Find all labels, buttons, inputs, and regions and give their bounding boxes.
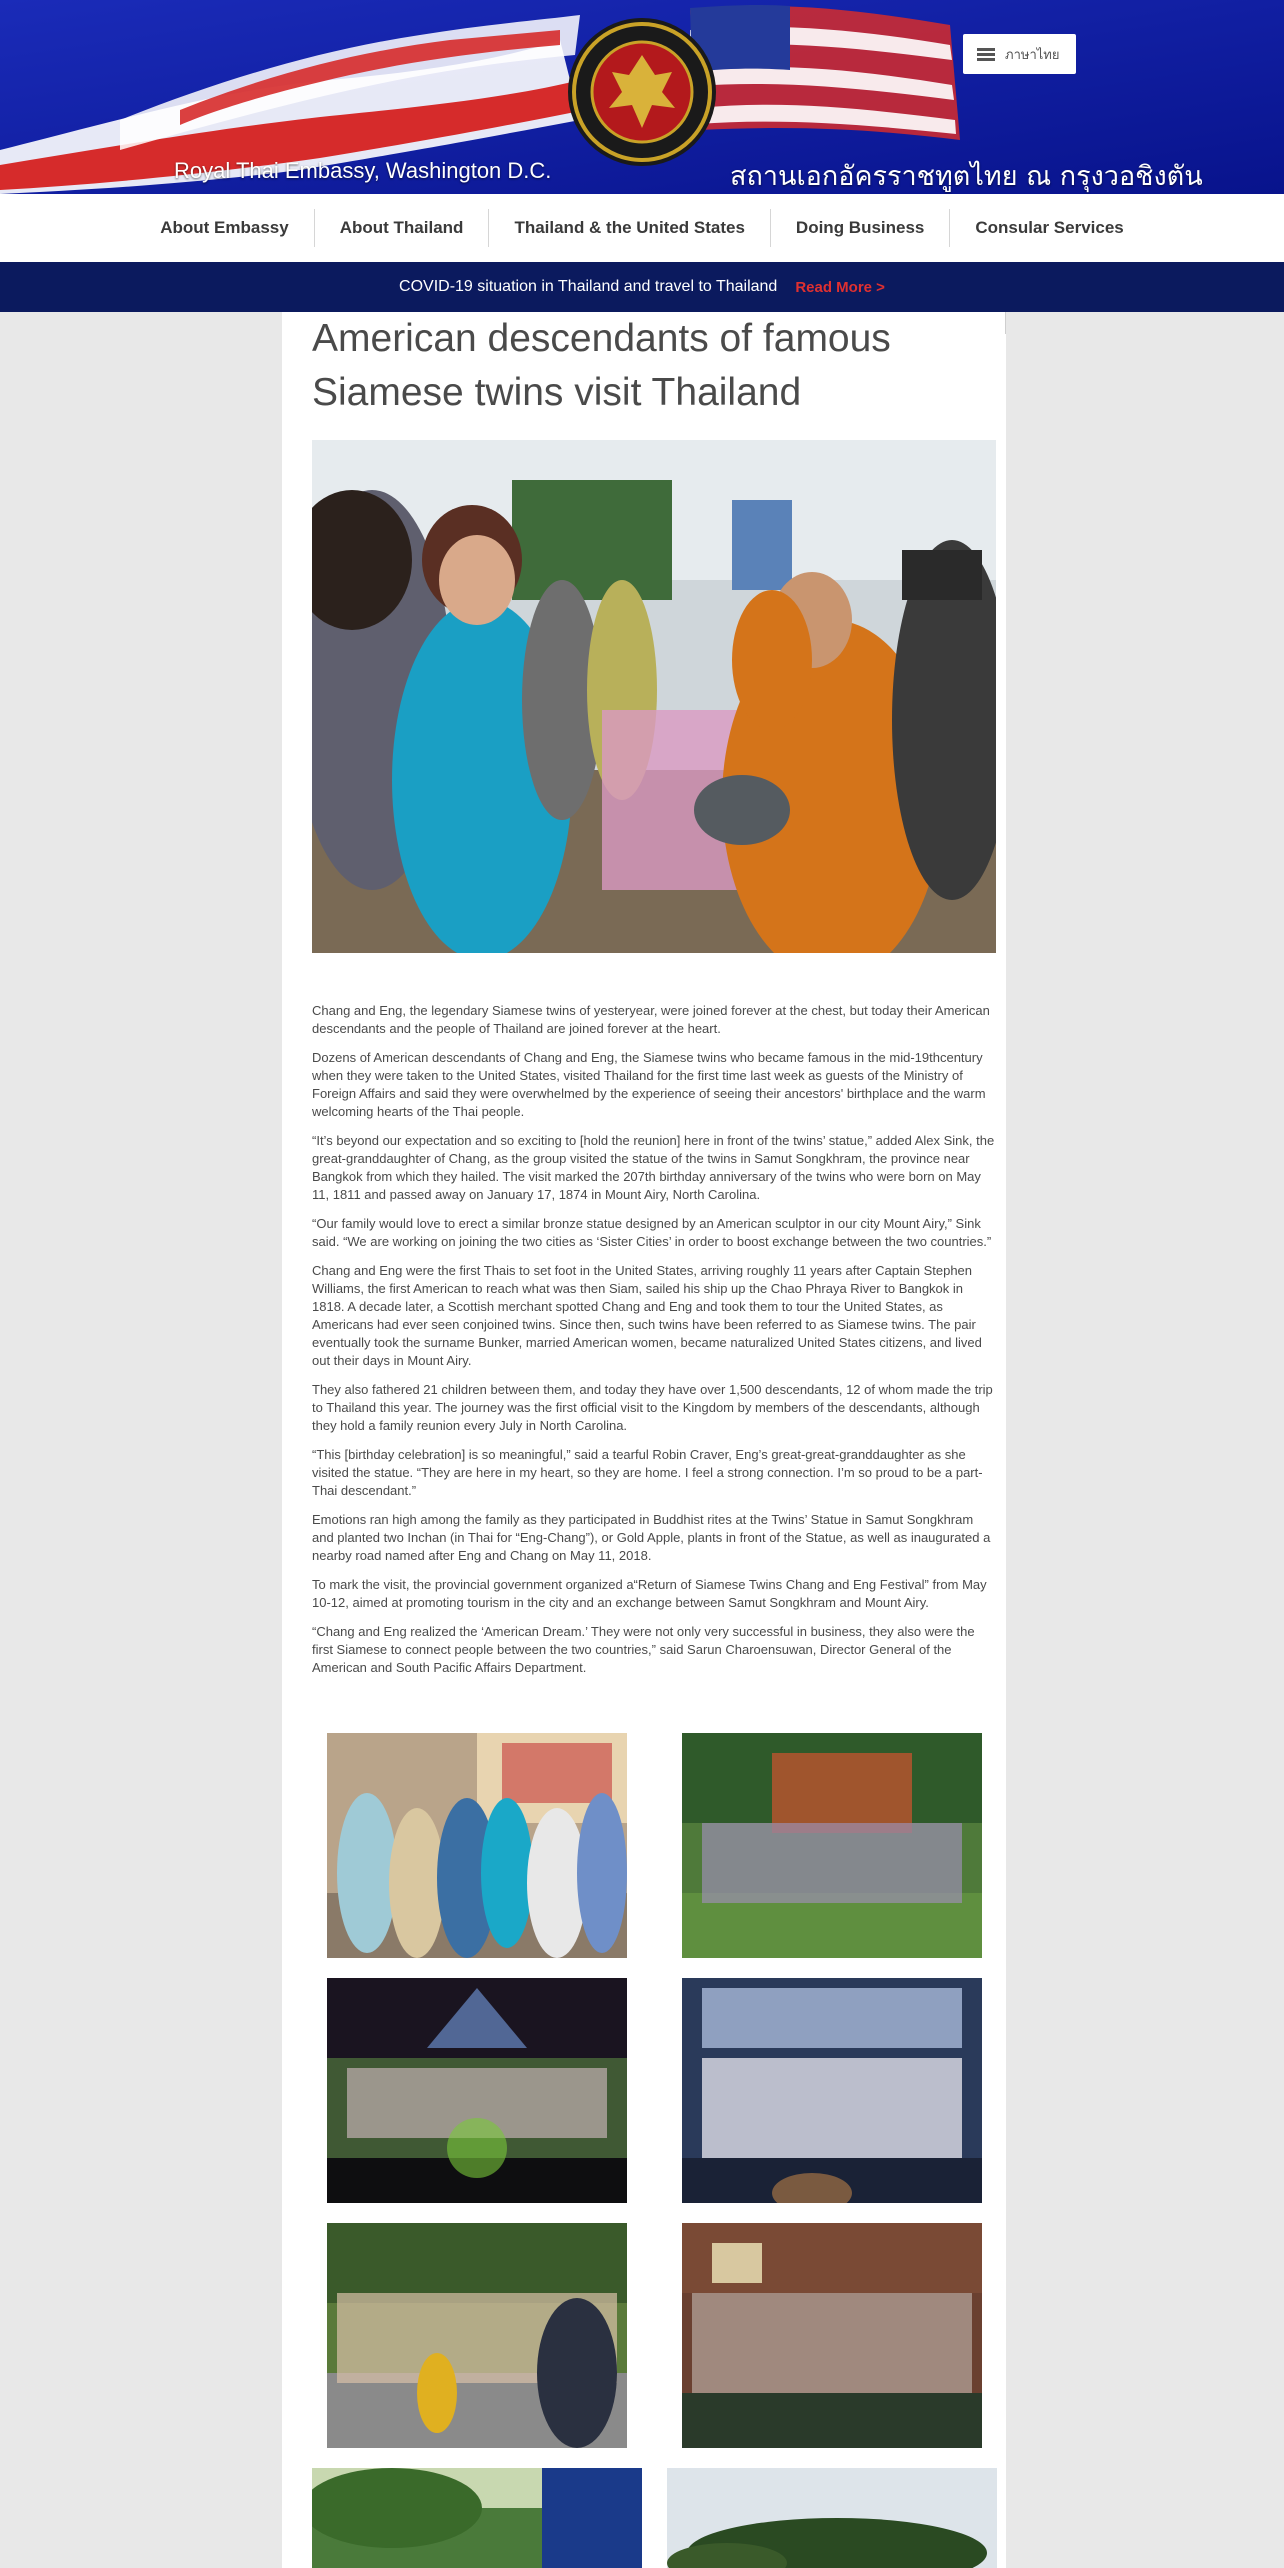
article-paragraph: To mark the visit, the provincial government organized a“Return of Siamese Twins Chang and Eng Festival” from May 10-12, aimed at promoting tourism in the city and an exchange between Samut Songkhram and Mount Airy. xyxy=(312,1577,987,1610)
gallery-photo-8[interactable] xyxy=(667,2468,997,2568)
gallery-photo-7[interactable] xyxy=(312,2468,642,2568)
article-paragraph: Emotions ran high among the family as they participated in Buddhist rites at the Twins’ Statue in Samut Songkhram and planted two Inchan (in Thai for “Eng-Chang”), or Gold Apple, plants in front of the Statue, as well as inaugurated a nearby road named after Eng and Chang on May 11, 2018. xyxy=(312,1512,991,1563)
nav-about-embassy[interactable]: About Embassy xyxy=(160,218,289,237)
divider xyxy=(1005,312,1006,334)
article-paragraph: “Chang and Eng realized the ‘American Dream.’ They were not only very successful in business, they also were the first Siamese to connect people between the two countries,” said Sarun Charoensuwan, Director General of the American and South Pacific Affairs Department. xyxy=(312,1624,975,1675)
photo-trees-and-tent xyxy=(312,2468,642,2568)
gallery-photo-1[interactable] xyxy=(327,1733,627,1958)
language-label: ภาษาไทย xyxy=(1005,47,1060,63)
nav-doing-business[interactable]: Doing Business xyxy=(770,209,949,247)
article-paragraph: “Our family would love to erect a similar bronze statue designed by an American sculptor in our city Mount Airy,” Sink said. “We are working on joining the two cities as ‘Sister Cities’ in order to boost exchange between the two countries.” xyxy=(312,1216,992,1249)
nav-thailand-united-states[interactable]: Thailand & the United States xyxy=(488,209,769,247)
hamburger-icon xyxy=(977,48,995,61)
photo-group-on-stage-ceremony xyxy=(682,1978,982,2203)
article-paragraph: Chang and Eng, the legendary Siamese twins of yesteryear, were joined forever at the chest, but today their American descendants and the people of Thailand are joined forever at the heart. xyxy=(312,1003,990,1036)
article-content xyxy=(282,312,1006,2568)
nav-about-thailand[interactable]: About Thailand xyxy=(314,209,489,247)
nav-consular-services[interactable]: Consular Services xyxy=(949,209,1148,247)
photo-trees-and-sky xyxy=(667,2468,997,2568)
read-more-link[interactable]: Read More > xyxy=(795,278,885,296)
photo-group-in-room xyxy=(682,2223,982,2448)
gallery-photo-2[interactable] xyxy=(682,1733,982,1958)
gallery-photo-4[interactable] xyxy=(682,1978,982,2203)
article-paragraph: Chang and Eng were the first Thais to set foot in the United States, arriving roughly 11 years after Captain Stephen Williams, the first American to reach what was then Siam, sailed his ship up the Chao Phraya River to Bangkok in 1818. A decade later, a Scottish merchant spotted Chang and Eng and took them to tour the United States, as Americans had ever seen conjoined twins. Since then, such twins have been referred to as Siamese twins. The pair eventually took the surname Bunker, married American women, became naturalized United States citizens, and lived out their days in Mount Airy. xyxy=(312,1263,982,1368)
article-paragraph: “This [birthday celebration] is so meaningful,” said a tearful Robin Craver, Eng’s great-great-granddaughter as she visited the statue. “They are here in my heart, so they are home. I feel a strong connection. I’m so proud to be a part-Thai descendant.” xyxy=(312,1447,983,1498)
gallery-photo-5[interactable] xyxy=(327,2223,627,2448)
photo-stage-performance xyxy=(327,1978,627,2203)
hero-photo xyxy=(312,440,996,953)
article-paragraph: Dozens of American descendants of Chang and Eng, the Siamese twins who became famous in the mid-19thcentury when they were taken to the United States, visited Thailand for the first time last week as guests of the Ministry of Foreign Affairs and said they were overwhelmed by the experience of seeing their ancestors' birthplace and the warm welcoming hearts of the Thai people. xyxy=(312,1050,986,1119)
site-header xyxy=(0,0,1284,194)
language-toggle-button[interactable] xyxy=(963,34,1076,74)
site-name-english: Royal Thai Embassy, Washington D.C. xyxy=(174,158,552,183)
photo-group-portrait-banner xyxy=(327,1733,627,1958)
main-navigation xyxy=(0,194,1284,262)
gallery-photo-6[interactable] xyxy=(682,2223,982,2448)
photo-group-on-lawn-thai-dress xyxy=(682,1733,982,1958)
site-name-thai: สถานเอกอัครราชทูตไทย ณ กรุงวอชิงตัน xyxy=(730,161,1203,192)
photo-monks-alms-ceremony xyxy=(312,440,996,953)
article-paragraph: They also fathered 21 children between them, and today they have over 1,500 descendants, 12 of whom made the trip to Thailand this year. The journey was the first official visit to the Kingdom by members of the descendants, although they hold a family reunion every July in North Carolina. xyxy=(312,1382,993,1433)
gallery-photo-3[interactable] xyxy=(327,1978,627,2203)
article-body xyxy=(312,1002,998,1688)
article-paragraph: “It’s beyond our expectation and so exciting to [hold the reunion] here in front of the twins’ statue,” added Alex Sink, the great-granddaughter of Chang, as the group visited the statue of the twins in Samut Songkhram, the province near Bangkok from which they hailed. The visit marked the 207th birthday anniversary of the twins who were born on May 11, 1811 and passed away on January 17, 1874 in Mount Airy, North Carolina. xyxy=(312,1133,995,1202)
photo-outdoor-dance xyxy=(327,2223,627,2448)
article-title: American descendants of famous Siamese twins visit Thailand xyxy=(312,317,891,414)
covid-banner xyxy=(0,262,1284,312)
banner-text: COVID-19 situation in Thailand and travel to Thailand xyxy=(399,278,778,295)
